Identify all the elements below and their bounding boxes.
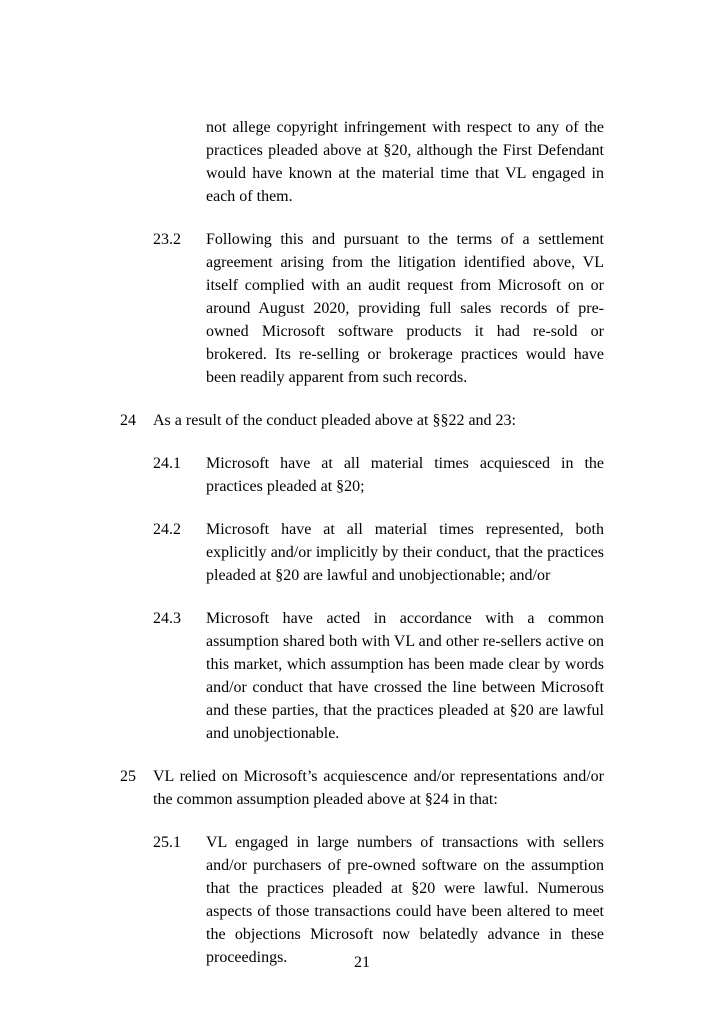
paragraph-text: Microsoft have at all material times acquiesced in the practices pleaded at §20; [206,455,604,495]
paragraph-24-2 [153,518,604,587]
document-content [120,116,604,969]
paragraph-24-1 [153,452,604,498]
paragraph-number: 25 [120,768,136,785]
paragraph-number: 24.3 [153,610,181,627]
paragraph-25 [120,765,604,811]
page-number: 21 [354,954,370,971]
paragraph-number: 24 [120,412,136,429]
paragraph-text: VL engaged in large numbers of transactions with sellers and/or purchasers of pre-owned software on the assumption that the practices pleaded at §20 were lawful. Numerous aspects of those transactions could have been altered to meet the objections Microsoft now belatedly advance in these proceedings. [206,834,604,966]
paragraph-23-2 [153,228,604,389]
paragraph-24 [120,409,604,432]
paragraph-23-1-continuation [153,116,604,208]
paragraph-text: VL relied on Microsoft’s acquiescence and/or representations and/or the common assumption pleaded above at §24 in that: [153,768,604,808]
paragraph-text: not allege copyright infringement with respect to any of the practices pleaded above at §20, although the First Defendant would have known at the material time that VL engaged in each of them. [206,119,604,205]
paragraph-text: Following this and pursuant to the terms of a settlement agreement arising from the litigation identified above, VL itself complied with an audit request from Microsoft on or around August 2020, providing full sales records of pre-owned Microsoft software products it had re-sold or brokered. Its re-selling or brokerage practices would have been readily apparent from such records. [206,231,604,386]
paragraph-number: 24.1 [153,455,181,472]
paragraph-number [153,116,206,208]
paragraph-24-3 [153,607,604,745]
paragraph-text: Microsoft have acted in accordance with a common assumption shared both with VL and other re-sellers active on this market, which assumption has been made clear by words and/or conduct that have crossed the line between Microsoft and these parties, that the practices pleaded at §20 are lawful and unobjectionable. [206,610,604,742]
page-number-footer [0,951,724,974]
paragraph-number: 23.2 [153,231,181,248]
paragraph-text: Microsoft have at all material times represented, both explicitly and/or implicitly by their conduct, that the practices pleaded at §20 are lawful and unobjectionable; and/or [206,521,604,584]
paragraph-25-1 [153,831,604,969]
paragraph-number: 25.1 [153,834,181,851]
paragraph-number: 24.2 [153,521,181,538]
paragraph-text: As a result of the conduct pleaded above at §§22 and 23: [153,412,516,429]
